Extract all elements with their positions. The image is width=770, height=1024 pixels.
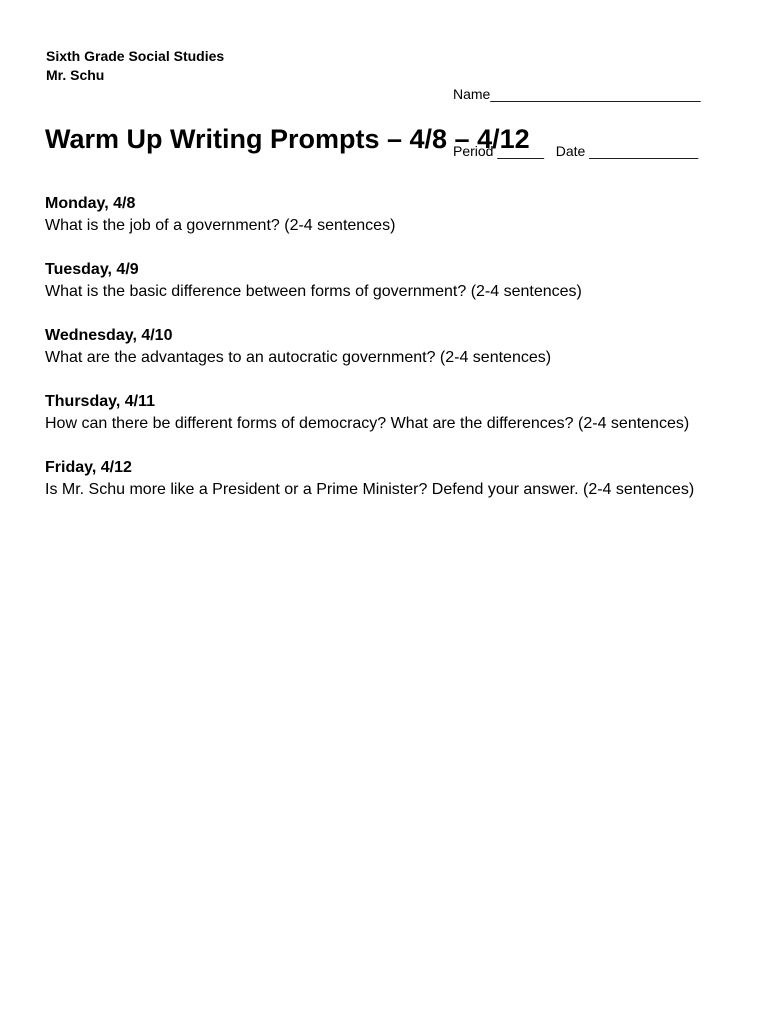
prompt-friday [45,457,735,501]
prompt-day: Monday, 4/8 [45,195,136,212]
teacher-name: Mr. Schu [46,67,105,83]
header-left [46,47,224,85]
prompt-question: What is the job of a government? (2-4 sentences) [45,217,396,234]
prompt-question: Is Mr. Schu more like a President or a Prime Minister? Defend your answer. (2-4 sentences) [45,481,695,498]
prompt-list [45,193,735,523]
prompt-question: What is the basic difference between forms of government? (2-4 sentences) [45,283,582,300]
student-name-line: Name___________________________ [453,86,701,102]
page-title: Warm Up Writing Prompts – 4/8 – 4/12 [45,124,530,154]
prompt-day: Tuesday, 4/9 [45,261,139,278]
prompt-question: What are the advantages to an autocratic government? (2-4 sentences) [45,349,552,366]
prompt-monday [45,193,735,237]
prompt-question: How can there be different forms of democracy? What are the differences? (2-4 sentences) [45,415,690,432]
course-name: Sixth Grade Social Studies [46,48,225,64]
period-date-line: Period ______ Date ______________ [453,143,699,159]
prompt-day: Wednesday, 4/10 [45,327,173,344]
prompt-tuesday [45,259,735,303]
prompt-wednesday [45,325,735,369]
prompt-thursday [45,391,735,435]
prompt-day: Friday, 4/12 [45,459,132,476]
prompt-day: Thursday, 4/11 [45,393,155,410]
